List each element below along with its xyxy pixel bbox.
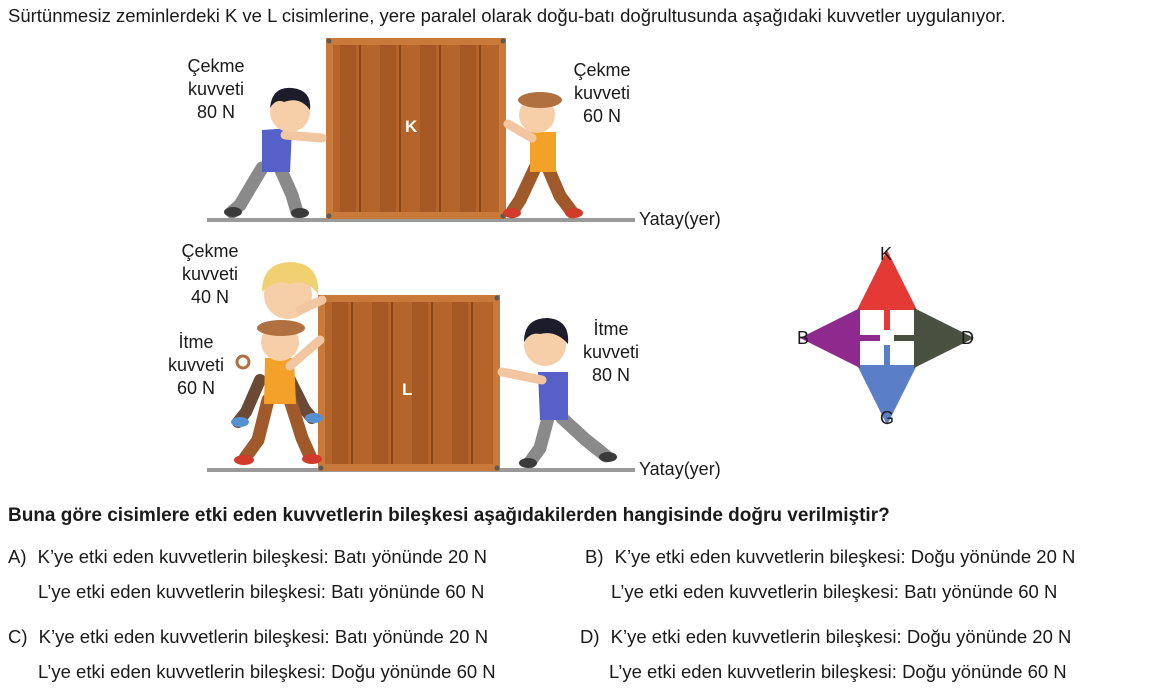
- k-right-force-label: [566, 59, 638, 128]
- option-b[interactable]: [585, 546, 1075, 568]
- k-right-force-line1: Çekme: [573, 60, 631, 80]
- l-left-bottom-force-label: [160, 331, 232, 400]
- option-b-letter: B): [585, 546, 604, 567]
- l-ground-label: Yatay(yer): [639, 459, 721, 479]
- k-left-force-line1: Çekme: [187, 56, 245, 76]
- compass-west-label: B: [797, 328, 810, 348]
- option-d[interactable]: [580, 626, 1071, 648]
- boy-cap-l-icon: [234, 320, 322, 465]
- option-c[interactable]: [8, 626, 488, 648]
- compass-icon: [830, 280, 944, 395]
- compass-south-label: G: [880, 408, 895, 428]
- l-left-bottom-force-line3: 60 N: [176, 378, 216, 398]
- l-left-bottom-force-line2: kuvveti: [167, 355, 225, 375]
- compass-north-label: K: [880, 244, 893, 264]
- option-a[interactable]: [8, 546, 487, 568]
- crate-k-label: K: [405, 117, 418, 136]
- l-left-top-force-label: [174, 240, 246, 309]
- l-left-bottom-force-line1: İtme: [178, 332, 214, 352]
- k-right-force-line3: 60 N: [582, 106, 622, 126]
- l-right-force-line3: 80 N: [591, 365, 631, 385]
- crate-l-label: L: [402, 380, 413, 399]
- l-left-top-force-line3: 40 N: [190, 287, 230, 307]
- option-c-letter: C): [8, 626, 28, 647]
- compass-east-label: D: [961, 328, 974, 348]
- k-right-force-line2: kuvveti: [573, 83, 631, 103]
- option-a-letter: A): [8, 546, 27, 567]
- question-text: Buna göre cisimlere etki eden kuvvetlerin bileşkesi aşağıdakilerden hangisinde doğru verilmiştir?: [8, 505, 890, 526]
- k-left-force-line2: kuvveti: [187, 79, 245, 99]
- option-a-line1: K’ye etki eden kuvvetlerin bileşkesi: Batı yönünde 20 N: [37, 546, 488, 567]
- option-a-line2: L’ye etki eden kuvvetlerin bileşkesi: Batı yönünde 60 N: [38, 581, 485, 602]
- option-b-line1: K’ye etki eden kuvvetlerin bileşkesi: Doğu yönünde 20 N: [614, 546, 1076, 567]
- l-left-top-force-line1: Çekme: [181, 241, 239, 261]
- l-right-force-line2: kuvveti: [582, 342, 640, 362]
- l-right-force-line1: İtme: [593, 319, 629, 339]
- option-c-line2: L’ye etki eden kuvvetlerin bileşkesi: Doğu yönünde 60 N: [38, 661, 496, 682]
- l-left-top-force-line2: kuvveti: [181, 264, 239, 284]
- k-left-force-label: [180, 55, 252, 124]
- k-left-force-line3: 80 N: [196, 102, 236, 122]
- intro-text: Sürtünmesiz zeminlerdeki K ve L cisimlerine, yere paralel olarak doğu-batı doğrultusunda aşağıdaki kuvvetler uygulanıyor.: [8, 5, 1006, 26]
- l-right-force-label: [575, 318, 647, 387]
- option-d-line2: L’ye etki eden kuvvetlerin bileşkesi: Doğu yönünde 60 N: [609, 661, 1067, 682]
- option-c-line1: K’ye etki eden kuvvetlerin bileşkesi: Batı yönünde 20 N: [38, 626, 489, 647]
- k-ground-label: Yatay(yer): [639, 209, 721, 229]
- option-d-letter: D): [580, 626, 600, 647]
- option-b-line2: L’ye etki eden kuvvetlerin bileşkesi: Batı yönünde 60 N: [611, 581, 1058, 602]
- option-d-line1: K’ye etki eden kuvvetlerin bileşkesi: Doğu yönünde 20 N: [610, 626, 1072, 647]
